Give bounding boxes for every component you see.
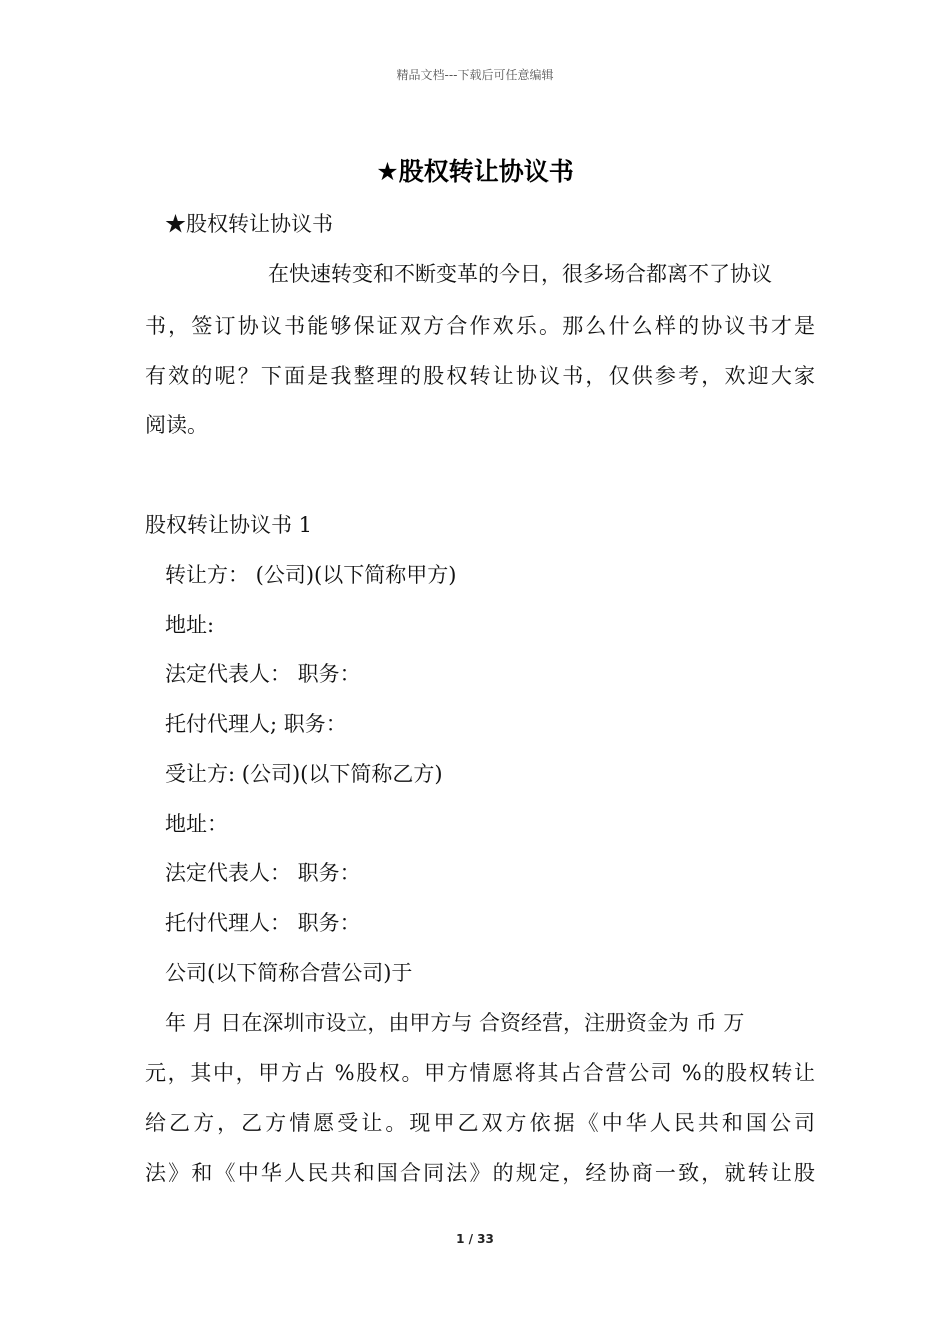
field-line: 法定代表人： 职务： (165, 861, 361, 885)
body-line: 法》和《中华人民共和国合同法》的规定，经协商一致，就转让股 (145, 1161, 815, 1185)
intro-line: 阅读。 (145, 413, 208, 437)
field-line: 受让方: (公司)(以下简称乙方) (165, 762, 443, 786)
body-line: 给乙方，乙方情愿受让。现甲乙双方依据《中华人民共和国公司 (145, 1111, 815, 1135)
field-line: 地址： (165, 812, 228, 836)
intro-line: 有效的呢？下面是我整理的股权转让协议书，仅供参考，欢迎大家 (145, 364, 815, 388)
page-header: 精品文档---下载后可任意编辑 (396, 68, 554, 82)
body-line: 年 月 日在深圳市设立，由甲方与 合资经营，注册资金为 币 万 (165, 1011, 745, 1035)
field-line: 托付代理人： 职务： (165, 911, 361, 935)
intro-line: 在快速转变和不断变革的今日，很多场合都离不了协议 (268, 262, 772, 286)
intro-line: 书，签订协议书能够保证双方合作欢乐。那么什么样的协议书才是 (145, 314, 815, 338)
field-line: 转让方： (公司)(以下简称甲方) (165, 563, 457, 587)
field-line: 地址: (165, 613, 215, 637)
field-line: 公司(以下简称合营公司)于 (165, 961, 413, 985)
body-line: 元，其中，甲方占 %股权。甲方情愿将其占合营公司 %的股权转让 (145, 1061, 815, 1085)
document-title: ★股权转让协议书 (376, 157, 574, 186)
subtitle: ★股权转让协议书 (165, 212, 333, 236)
section-heading: 股权转让协议书 1 (145, 513, 313, 537)
field-line: 托付代理人; 职务： (165, 712, 347, 736)
field-line: 法定代表人： 职务： (165, 662, 361, 686)
page-number: 1 / 33 (456, 1232, 494, 1246)
